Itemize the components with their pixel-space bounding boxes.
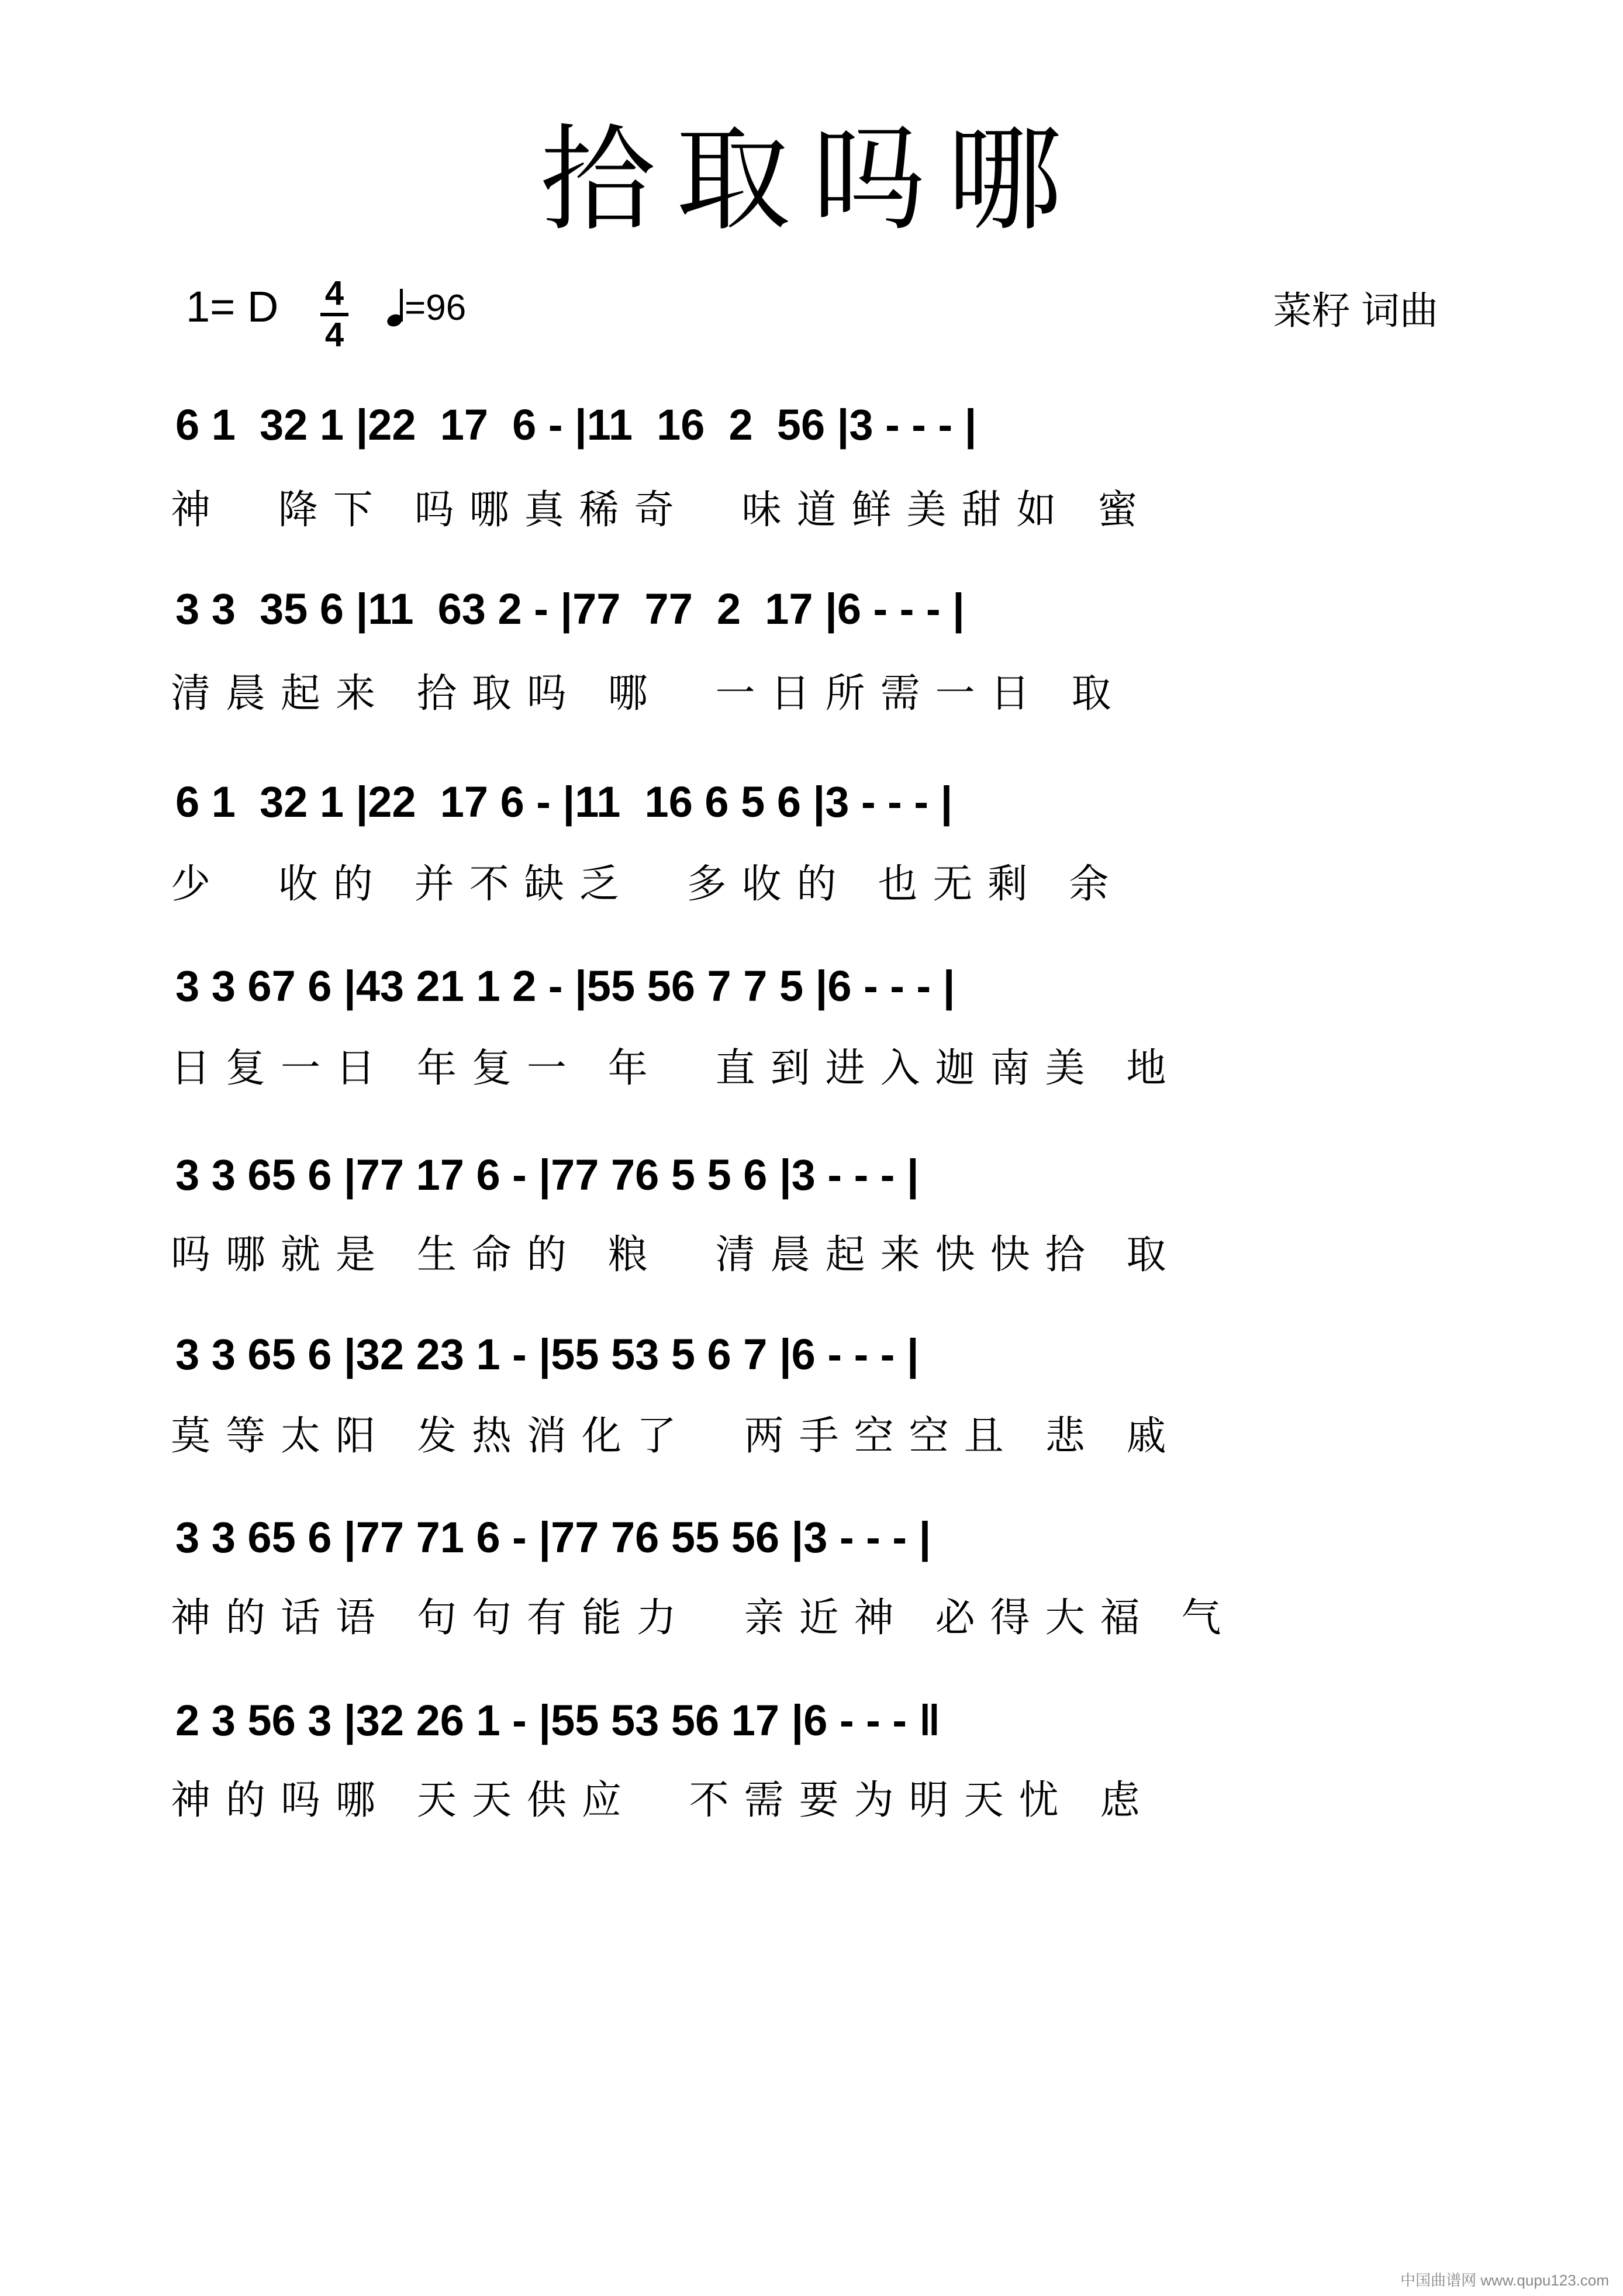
lyrics-line-4: 日复一日 年复一 年 直到进入迦南美 地 xyxy=(171,1046,1182,1090)
lyrics-line-8: 神的吗哪 天天供应 不需要为明天忧 虑 xyxy=(171,1778,1155,1822)
lyrics-line-3: 少 收的 并不缺乏 多收的 也无剩 余 xyxy=(171,862,1124,906)
quarter-note-icon xyxy=(387,291,405,326)
notes-line-7: 3 3 65 6 |77 71 6 - |77 76 55 56 |3 - - - | xyxy=(175,1513,931,1562)
lyrics-line-7: 神的话语 句句有能力 亲近神 必得大福 气 xyxy=(171,1596,1237,1640)
notes-line-4: 3 3 67 6 |43 21 1 2 - |55 56 7 7 5 |6 - - - | xyxy=(175,962,955,1010)
notes-line-1: 6 1 32 1 |22 17 6 - |11 16 2 56 |3 - - - | xyxy=(175,400,977,449)
lyrics-line-6: 莫等太阳 发热消化了 两手空空且 悲 戚 xyxy=(171,1414,1182,1458)
tempo-marking xyxy=(387,290,466,326)
score-title: 拾取吗哪 xyxy=(540,113,1083,247)
lyrics-line-2: 清晨起来 拾取吗 哪 一日所需一日 取 xyxy=(171,671,1127,716)
notes-line-8: 2 3 56 3 |32 26 1 - |55 53 56 17 |6 - - - ‖ xyxy=(175,1696,941,1745)
lyrics-line-1: 神 降下 吗哪真稀奇 味道鲜美甜如 蜜 xyxy=(171,488,1153,532)
watermark: 中国曲谱网 www.qupu123.com xyxy=(1400,2271,1609,2289)
notes-line-3: 6 1 32 1 |22 17 6 - |11 16 6 5 6 |3 - - - | xyxy=(175,778,953,826)
lyrics-line-5: 吗哪就是 生命的 粮 清晨起来快快拾 取 xyxy=(171,1232,1182,1277)
time-numerator: 4 xyxy=(324,274,344,312)
notes-line-6: 3 3 65 6 |32 23 1 - |55 53 5 6 7 |6 - - - | xyxy=(175,1330,919,1379)
author-credit: 菜籽 词曲 xyxy=(1273,289,1438,332)
notes-line-5: 3 3 65 6 |77 17 6 - |77 76 5 5 6 |3 - - - | xyxy=(175,1151,919,1199)
key-signature: 1= D xyxy=(186,282,279,331)
time-denominator: 4 xyxy=(324,315,344,354)
time-signature xyxy=(320,276,348,353)
notes-line-2: 3 3 35 6 |11 63 2 - |77 77 2 17 |6 - - - | xyxy=(175,585,965,633)
tempo-value: =96 xyxy=(405,288,467,328)
